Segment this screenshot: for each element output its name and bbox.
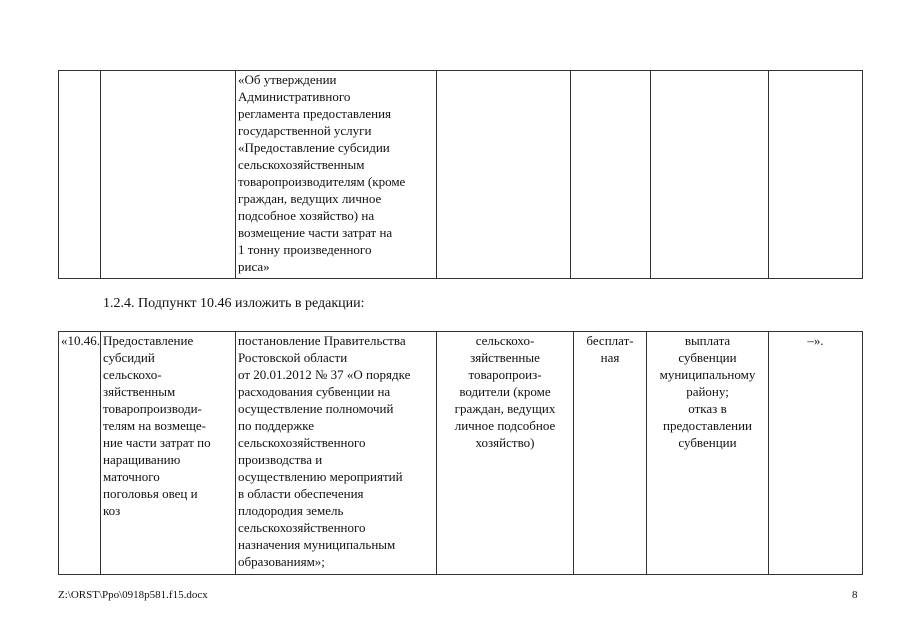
cell-line: граждан, ведущих личное [238,191,382,206]
cell-line: товаропроизводителям (кроме [238,174,406,189]
cell-cost [574,332,647,575]
cell-line: 1 тонну произведенного [238,242,372,257]
cell-line: району; [686,384,729,399]
cell-line: Административного [238,89,351,104]
cell-line: телям на возмеще- [103,418,206,433]
cell-legal-basis [236,332,437,575]
cell-line: расходования субвенции на [238,384,391,399]
cell-line: хозяйство) [475,435,535,450]
cell-line: риса» [238,259,270,274]
cell-line: Ростовской области [238,350,348,365]
cell-cost [571,71,651,279]
cell-recipients [437,332,574,575]
cell-line: «Об утверждении [238,72,337,87]
cell-line: водители (кроме [459,384,551,399]
cell-line: субсидий [103,350,155,365]
cell-line: маточного [103,469,160,484]
cell-line: подсобное хозяйство) на [238,208,375,223]
cell-service-name [101,71,236,279]
cell-line: государственной услуги [238,123,372,138]
cell-result [651,71,769,279]
cell-line: граждан, ведущих [454,401,556,416]
cell-line: наращиванию [103,452,181,467]
page-number: 8 [852,589,858,601]
cell-recipients [437,71,571,279]
cell-line: в области обеспечения [238,486,364,501]
table-row [59,71,863,279]
cell-line: сельскохозяйственным [238,157,365,172]
cell-line: субвенции [678,350,737,365]
cell-line: коз [103,503,121,518]
cell-line: бесплат- [586,333,634,348]
cell-line: образованиям»; [238,554,325,569]
cell-number: «10.46. [59,332,101,575]
cell-line: плодородия земель [238,503,344,518]
cell-line: выплата [684,333,731,348]
footer-file-path: Z:\ORST\Ppo\0918p581.f15.docx [58,589,208,601]
cell-line: сельскохозяйственного [238,435,366,450]
cell-line: ние части затрат по [103,435,211,450]
cell-line: осуществление полномочий [238,401,394,416]
table-row [59,332,863,575]
cell-line: зяйственным [103,384,176,399]
cell-line: сельскохо- [103,367,162,382]
cell-number [59,71,101,279]
cell-line: «Предоставление субсидии [238,140,390,155]
cell-line: Предоставление [103,333,194,348]
cell-line: сельскохозяйственного [238,520,366,535]
cell-line: регламента предоставления [238,106,392,121]
cell-line: муниципальному [659,367,756,382]
cell-line: по поддержке [238,418,315,433]
cell-line: сельскохо- [475,333,535,348]
cell-line: назначения муниципальным [238,537,396,552]
cell-line: субвенции [678,435,737,450]
cell-line: возмещение части затрат на [238,225,393,240]
cell-legal-basis [236,71,437,279]
amendment-paragraph: 1.2.4. Подпункт 10.46 изложить в редакции: [103,296,365,311]
cell-end: –». [769,332,863,575]
cell-line: от 20.01.2012 № 37 «О порядке [238,367,411,382]
cell-service-name [101,332,236,575]
cell-line: товаропроиз- [468,367,542,382]
cell-line: постановление Правительства [238,333,406,348]
cell-result [647,332,769,575]
cell-line: зяйственные [470,350,540,365]
cell-end [769,71,863,279]
subparagraph-10-46-table [58,331,863,575]
cell-line: осуществлению мероприятий [238,469,403,484]
cell-line: личное подсобное [454,418,556,433]
cell-line: производства и [238,452,323,467]
cell-line: отказ в [688,401,727,416]
continued-regulation-table [58,70,863,279]
cell-line: поголовья овец и [103,486,198,501]
cell-line: предоставлении [663,418,752,433]
cell-line: ная [600,350,620,365]
cell-line: товаропроизводи- [103,401,202,416]
